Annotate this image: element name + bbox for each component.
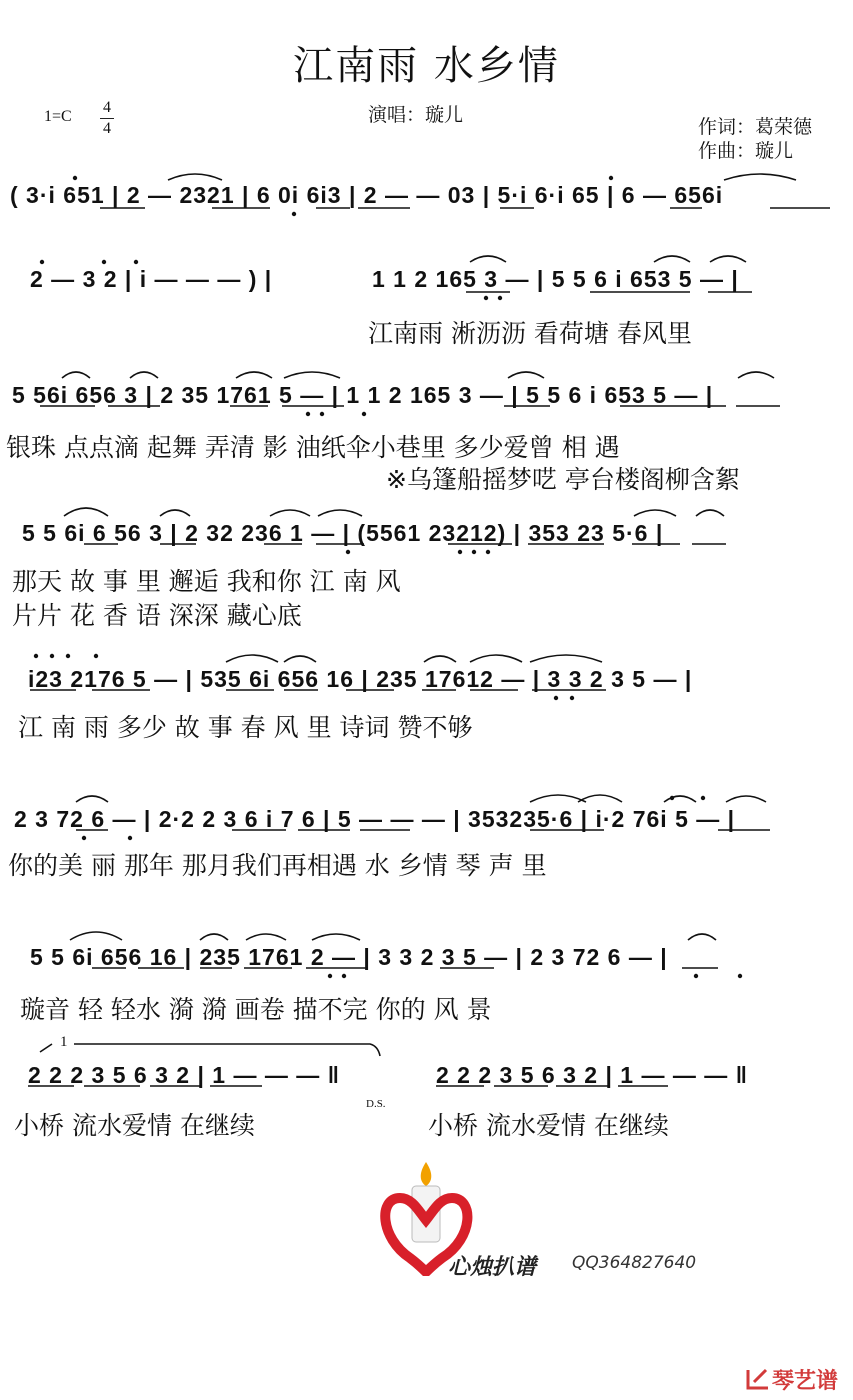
qinyipu-logo-icon [744,1366,772,1392]
dal-segno-mark: D.S. [366,1098,386,1110]
slur-arc [696,510,724,516]
brand-name: 心烛扒谱 [448,1255,537,1280]
score-line-4-lyric: 那天 故 事 里 邂逅 我和你 江 南 风 [12,567,401,596]
score-line-8-notes-b: 2 2 2 3 5 6 3 2 | 1 — — — ‖ [436,1062,749,1088]
score-line-8-lyric-b: 小桥 流水爱情 在继续 [428,1111,669,1140]
score-line-2-notes-b: 1 1 2 165 3 — | 5 5 6 i 653 5 — | [372,266,739,292]
score-line-7-lyric: 璇音 轻 轻水 漪 漪 画卷 描不完 你的 风 景 [20,995,492,1024]
slur-arc [726,796,766,802]
slur-arc [70,932,122,940]
slur-arc [530,655,602,662]
slur-arc [160,510,190,516]
score-line-3-lyric-verse2: ※乌篷船摇梦呓 亭台楼阁柳含絮 [386,465,740,494]
slur-arc [76,796,108,802]
slur-arc [508,372,544,378]
slur-arc [62,372,90,378]
score-line-6-notes: 2 3 72 6 — | 2·2 2 3 6 i 7 6 | 5 — — — | 353235·6 | i·2 76i 5 — | [14,806,736,832]
slur-arc [200,934,228,940]
slur-arc [312,934,360,940]
slur-arc [246,934,286,940]
volta-number: 1 [60,1034,68,1050]
slur-arc [470,256,506,262]
score-line-5-notes: i23 2176 5 — | 535 6i 656 16 | 235 17612 — | 3 3 2 3 5 — | [28,666,693,692]
time-signature-bottom: 4 [103,120,111,137]
slur-arc [530,795,586,802]
watermark-text: 琴艺谱 [772,1369,839,1394]
slur-arc [226,655,278,662]
slur-arc [634,510,676,516]
slur-arc [710,256,746,262]
brand-qq: QQ364827640 [572,1253,697,1273]
score-line-6-lyric: 你的美 丽 那年 那月我们再相遇 水 乡情 琴 声 里 [8,851,547,880]
score-line-4-notes: 5 5 6i 6 56 3 | 2 32 236 1 — | (5561 23212) | 353 23 5·6 | [22,520,664,546]
score-line-3-lyric: 银珠 点点滴 起舞 弄清 影 油纸伞小巷里 多少爱曾 相 遇 [6,433,620,462]
key-signature: 1=C [44,108,72,125]
slur-arc [64,508,108,516]
slur-arc [664,796,696,802]
octave-dots [34,176,742,978]
score-line-5-lyric: 江 南 雨 多少 故 事 春 风 里 诗词 赞不够 [18,713,473,742]
slur-arc [130,372,158,378]
score-line-2-lyric: 江南雨 淅沥沥 看荷塘 春风里 [368,319,692,348]
slur-arc [424,656,456,662]
slur-arc [284,372,340,378]
volta-bracket [40,1044,380,1056]
slur-arc [470,655,522,662]
score-line-7-notes: 5 5 6i 656 16 | 235 1761 2 — | 3 3 2 3 5 — | 2 3 72 6 — | [30,944,668,970]
slur-arc [236,372,272,378]
time-signature-top: 4 [103,99,111,116]
singer-credit: 演唱：璇儿 [368,104,464,126]
slur-arc [270,510,310,516]
score-line-4-lyric-verse2: 片片 花 香 语 深深 藏心底 [12,601,302,630]
score-line-8-lyric: 小桥 流水爱情 在继续 [14,1111,255,1140]
slur-arc [318,510,362,516]
slur-arc [738,372,774,378]
score-line-3-notes: 5 56i 656 3 | 2 35 1761 5 — | 1 1 2 165 3 — | 5 5 6 i 653 5 — | [12,382,714,408]
lyricist-credit: 作词：葛荣德 [698,116,813,138]
slur-arc [724,174,796,180]
slur-arc [654,256,690,262]
composer-credit: 作曲：璇儿 [698,140,794,162]
slur-arc [284,656,316,662]
score-line-2-notes: 2 — 3 2 | i — — — ) | [30,266,273,292]
slur-arc [688,934,716,940]
score-line-1-notes: ( 3·i 651 | 2 — 2321 | 6 0i 6i3 | 2 — — 03 | 5·i 6·i 65 | 6 — 656i [10,182,724,208]
song-title: 江南雨 水乡情 [293,43,560,89]
tie-arc [168,174,222,180]
score-line-8-notes: 2 2 2 3 5 6 3 2 | 1 — — — ‖ [28,1062,341,1088]
